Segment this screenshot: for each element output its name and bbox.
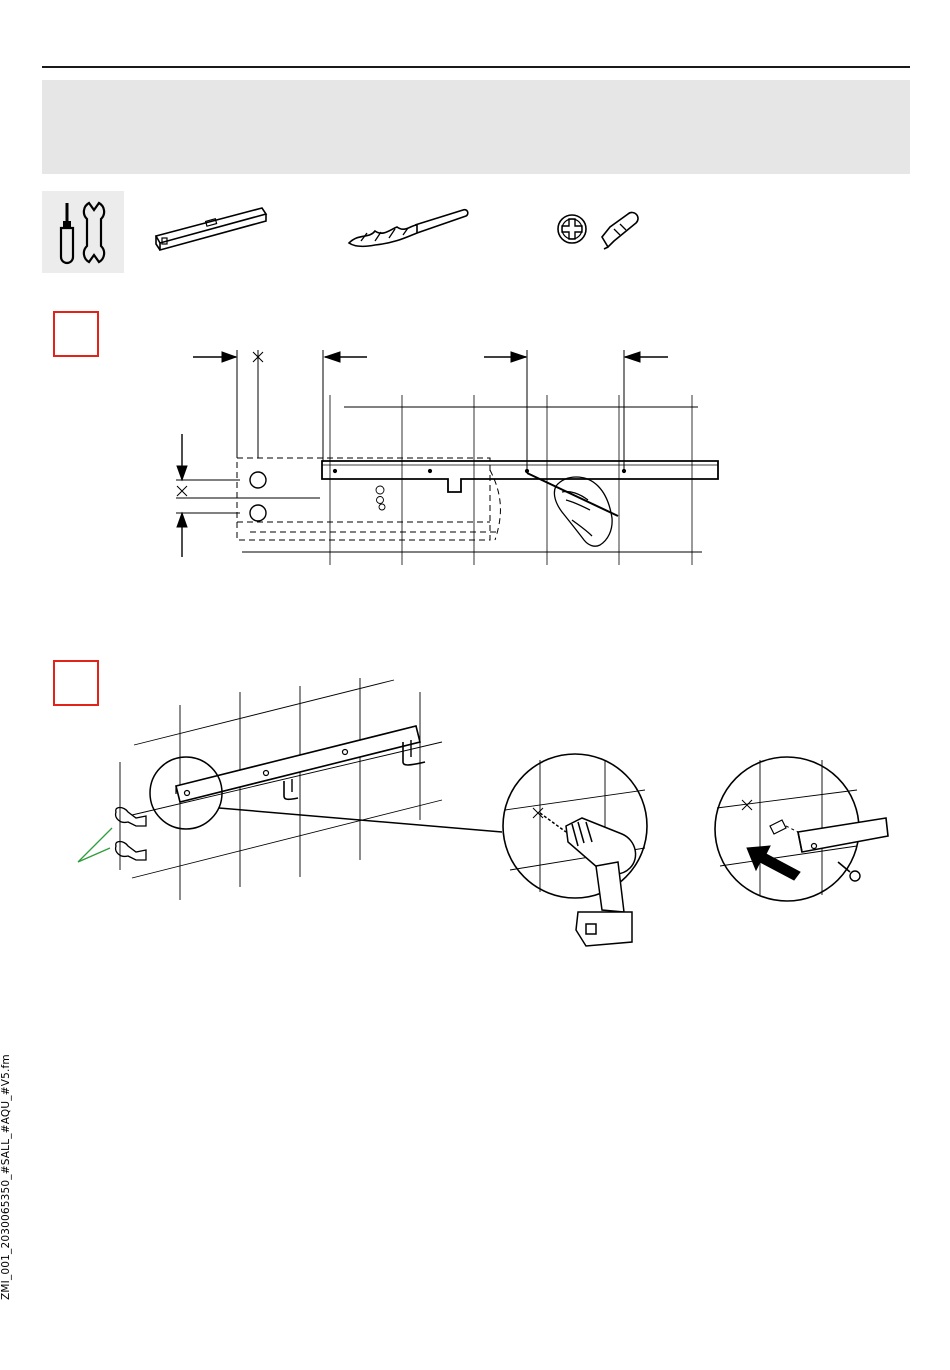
- wall-mount-diagram: [78, 678, 888, 946]
- file-label: [0, 1054, 20, 1320]
- file-label-text: ZMI_001_2030065350_#SALL_#AQU_#V5.fm: [0, 1054, 12, 1300]
